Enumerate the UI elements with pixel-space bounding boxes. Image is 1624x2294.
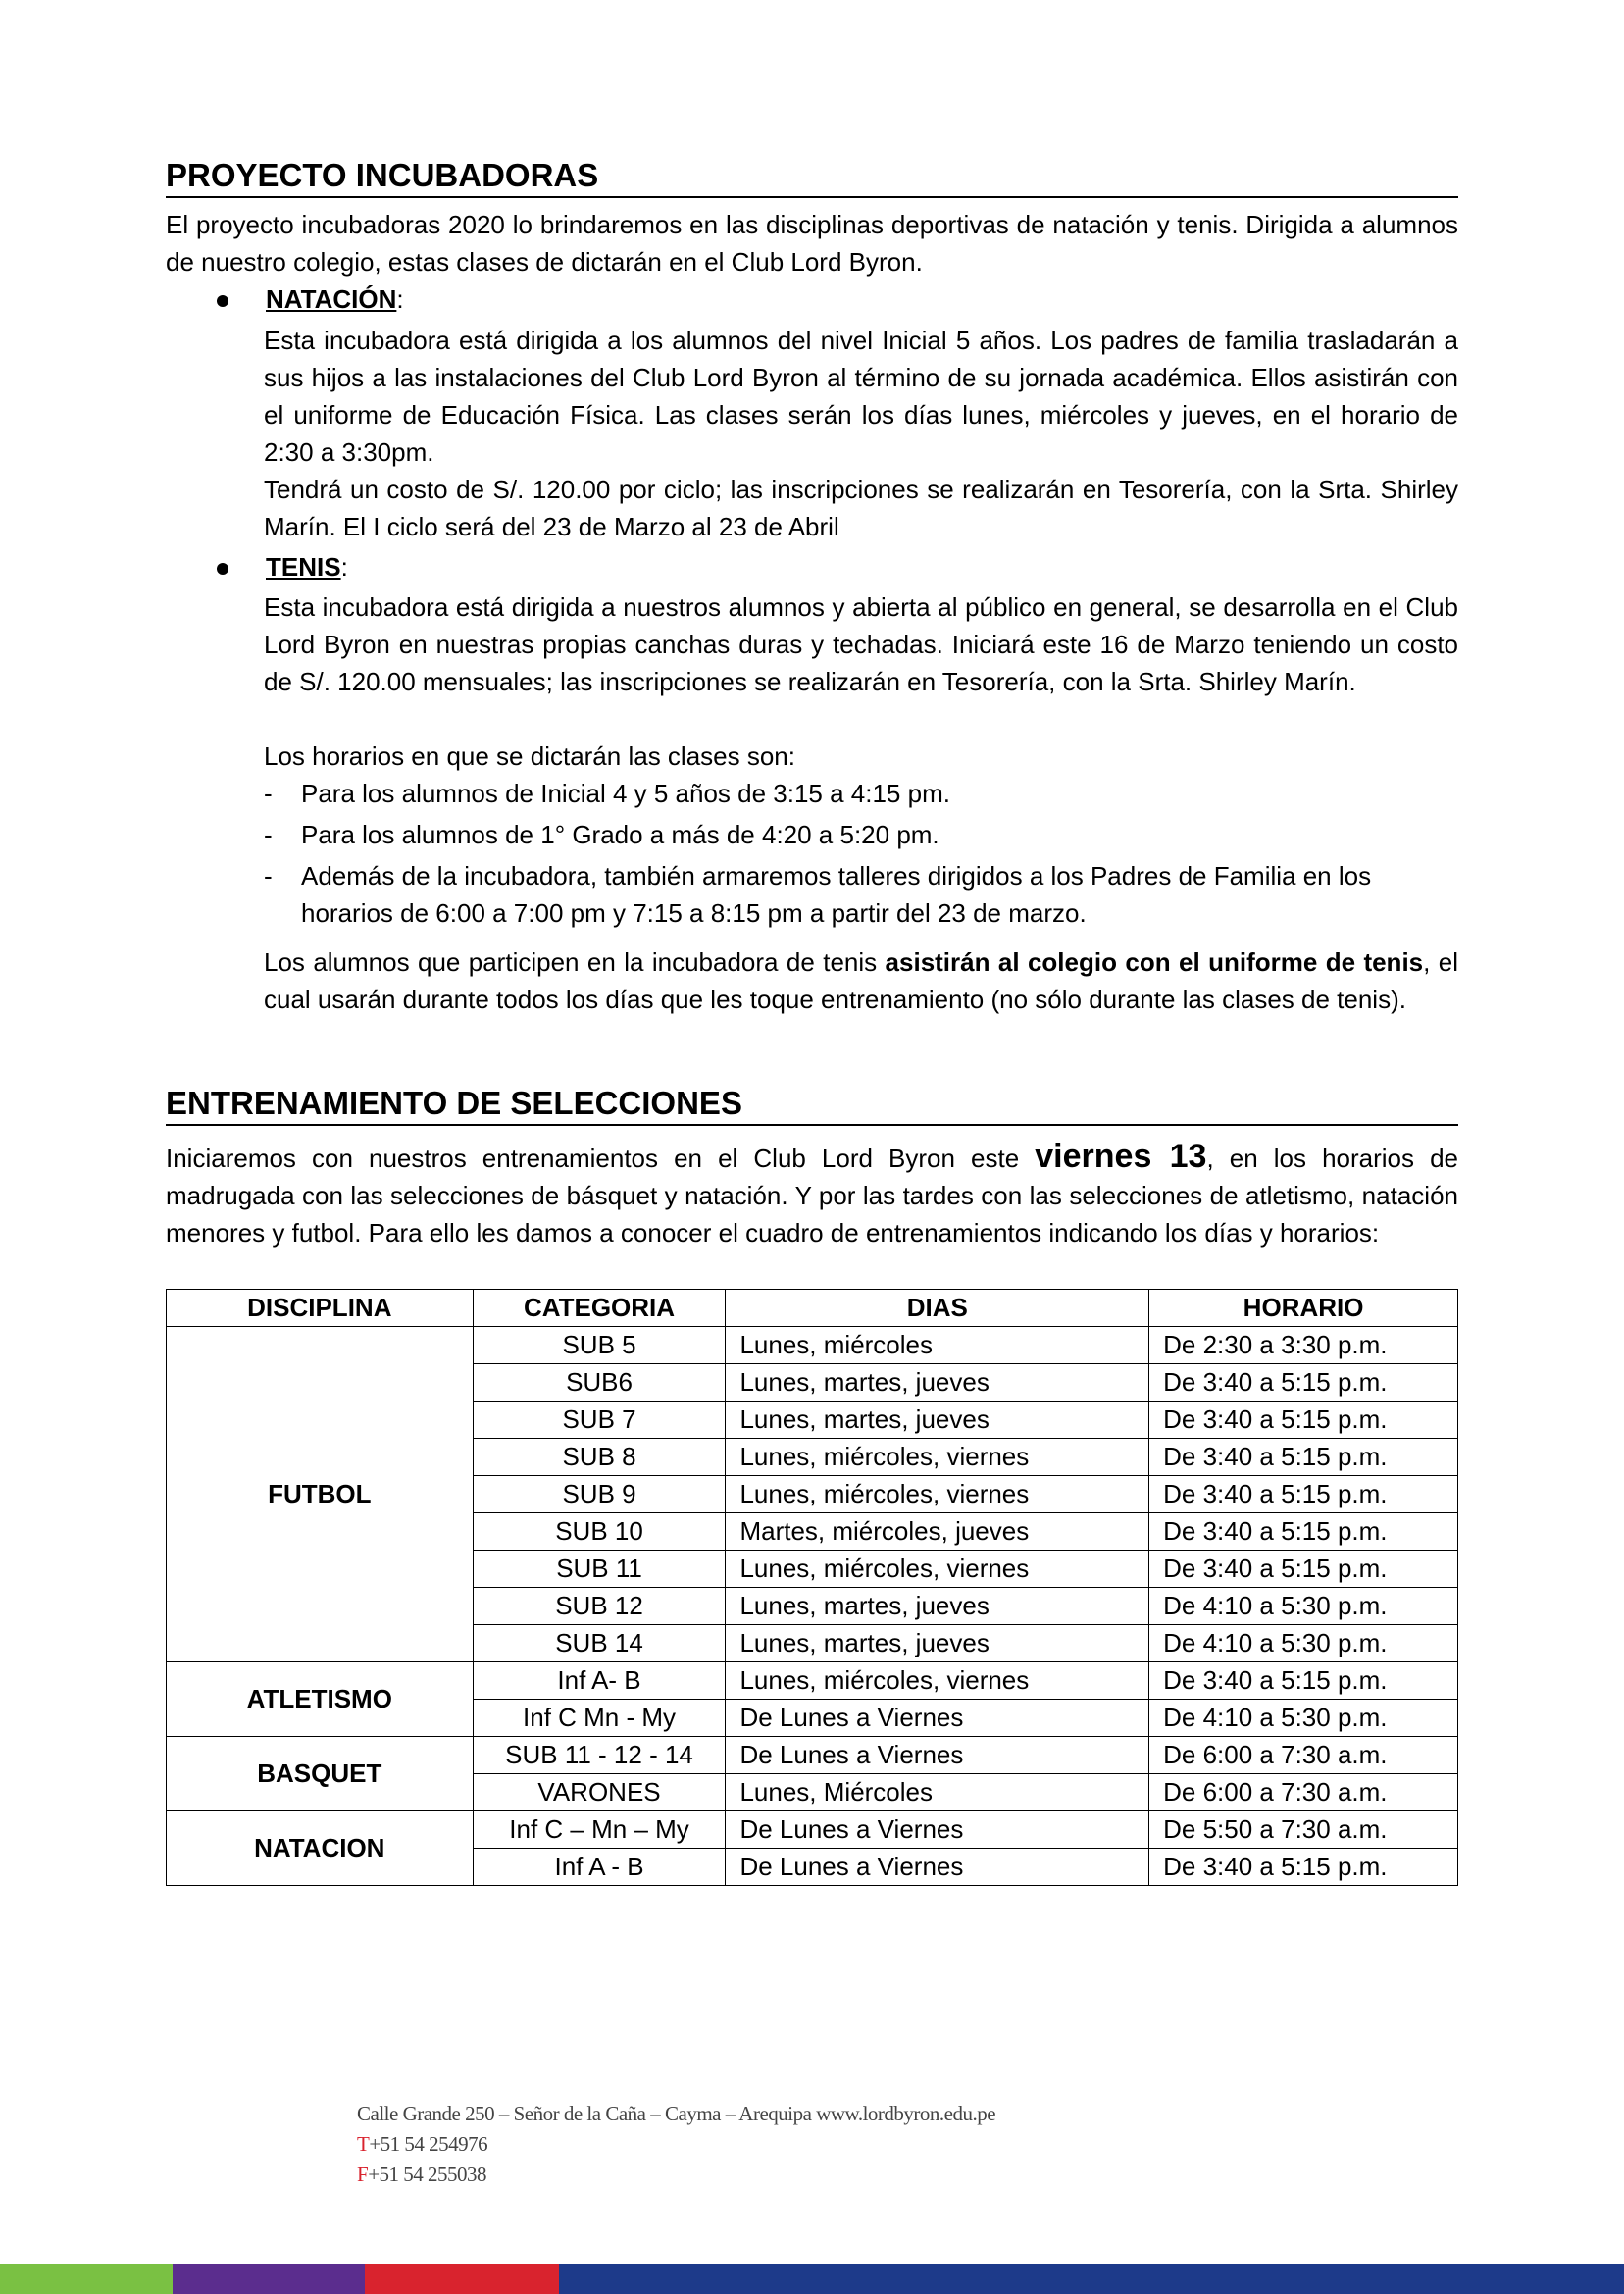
cell-dias: Lunes, martes, jueves bbox=[726, 1625, 1149, 1662]
cell-horario: De 3:40 a 5:15 p.m. bbox=[1149, 1476, 1458, 1513]
cell-categoria: SUB 7 bbox=[473, 1402, 726, 1439]
table-row bbox=[167, 1811, 1458, 1849]
cell-dias: Lunes, martes, jueves bbox=[726, 1364, 1149, 1402]
cell-dias: De Lunes a Viernes bbox=[726, 1811, 1149, 1849]
cell-dias: Lunes, miércoles, viernes bbox=[726, 1439, 1149, 1476]
cell-horario: De 5:50 a 7:30 a.m. bbox=[1149, 1811, 1458, 1849]
natacion-label: NATACIÓN bbox=[266, 284, 397, 314]
uniform-emphasis: asistirán al colegio con el uniforme de tenis bbox=[885, 947, 1424, 977]
training-schedule-table bbox=[166, 1289, 1458, 1886]
cell-dias: Lunes, miércoles, viernes bbox=[726, 1662, 1149, 1700]
cell-horario: De 6:00 a 7:30 a.m. bbox=[1149, 1737, 1458, 1774]
cell-categoria: Inf C Mn - My bbox=[473, 1700, 726, 1737]
tenis-schedule-intro: Los horarios en que se dictarán las clases son: bbox=[264, 741, 795, 771]
footer-color-bar-green bbox=[0, 2264, 173, 2294]
cell-horario: De 3:40 a 5:15 p.m. bbox=[1149, 1662, 1458, 1700]
cell-categoria: SUB 8 bbox=[473, 1439, 726, 1476]
natacion-description: Esta incubadora está dirigida a los alumnos del nivel Inicial 5 años. Los padres de familia trasladarán a sus hijos a las instalaciones del Club Lord Byron al término de su jornada académica. Ellos asistirán con el uniforme de Educación Física. Las clases serán los días lunes, miércoles y jueves, en el horario de 2:30 a 3:30pm. bbox=[264, 326, 1458, 467]
list-item: - Para los alumnos de 1° Grado a más de 4:20 a 5:20 pm. bbox=[264, 816, 1458, 853]
cell-disciplina: BASQUET bbox=[167, 1737, 474, 1811]
cell-categoria: VARONES bbox=[473, 1774, 726, 1811]
list-item: - Además de la incubadora, también armaremos talleres dirigidos a los Padres de Familia en los horarios de 6:00 a 7:00 pm y 7:15 a 8:15 pm a partir del 23 de marzo. bbox=[264, 857, 1458, 932]
cell-horario: De 3:40 a 5:15 p.m. bbox=[1149, 1551, 1458, 1588]
tenis-schedule-list bbox=[264, 775, 1458, 936]
cell-categoria: SUB 10 bbox=[473, 1513, 726, 1551]
cell-horario: De 3:40 a 5:15 p.m. bbox=[1149, 1402, 1458, 1439]
incubadoras-intro: El proyecto incubadoras 2020 lo brindaremos en las disciplinas deportivas de natación y tenis. Dirigida a alumnos de nuestro colegio, estas clases de dictarán en el Club Lord Byron. bbox=[166, 210, 1458, 277]
cell-horario: De 3:40 a 5:15 p.m. bbox=[1149, 1849, 1458, 1886]
cell-horario: De 4:10 a 5:30 p.m. bbox=[1149, 1625, 1458, 1662]
cell-horario: De 3:40 a 5:15 p.m. bbox=[1149, 1364, 1458, 1402]
footer-fax: F+51 54 255038 bbox=[357, 2163, 487, 2186]
cell-dias: Lunes, martes, jueves bbox=[726, 1402, 1149, 1439]
tenis-uniform-note: Los alumnos que participen en la incubadora de tenis asistirán al colegio con el uniforme de tenis, el cual usarán durante todos los días que les toque entrenamiento (no sólo durante las clases de tenis). bbox=[264, 947, 1458, 1014]
cell-horario: De 4:10 a 5:30 p.m. bbox=[1149, 1588, 1458, 1625]
cell-categoria: SUB 14 bbox=[473, 1625, 726, 1662]
table-header-row bbox=[167, 1290, 1458, 1327]
footer-address: Calle Grande 250 – Señor de la Caña – Cayma – Arequipa www.lordbyron.edu.pe bbox=[357, 2102, 996, 2125]
cell-categoria: SUB 9 bbox=[473, 1476, 726, 1513]
footer-color-bar-red bbox=[365, 2264, 559, 2294]
tenis-label: TENIS bbox=[266, 552, 341, 582]
footer-color-bar-purple bbox=[173, 2264, 365, 2294]
table-body bbox=[167, 1327, 1458, 1886]
cell-dias: Lunes, martes, jueves bbox=[726, 1588, 1149, 1625]
cell-categoria: SUB6 bbox=[473, 1364, 726, 1402]
table-row bbox=[167, 1737, 1458, 1774]
header-categoria: CATEGORIA bbox=[473, 1290, 726, 1327]
bullet-tenis: TENIS: bbox=[166, 548, 348, 586]
bullet-icon bbox=[217, 563, 228, 575]
entrenamiento-intro: Iniciaremos con nuestros entrenamientos en el Club Lord Byron este viernes 13, en los horarios de madrugada con las selecciones de básquet y natación. Y por las tardes con las selecciones de atletismo, natación menores y futbol. Para ello les damos a conocer el cuadro de entrenamientos indicando los días y horarios: bbox=[166, 1138, 1458, 1248]
section-title-incubadoras: PROYECTO INCUBADORAS bbox=[166, 157, 1458, 198]
cell-categoria: SUB 5 bbox=[473, 1327, 726, 1364]
cell-categoria: Inf C – Mn – My bbox=[473, 1811, 726, 1849]
footer-color-bar-blue bbox=[559, 2264, 1624, 2294]
cell-dias: Lunes, miércoles bbox=[726, 1327, 1149, 1364]
cell-dias: De Lunes a Viernes bbox=[726, 1737, 1149, 1774]
footer-phone: T+51 54 254976 bbox=[357, 2132, 488, 2156]
cell-horario: De 3:40 a 5:15 p.m. bbox=[1149, 1513, 1458, 1551]
cell-horario: De 6:00 a 7:30 a.m. bbox=[1149, 1774, 1458, 1811]
cell-horario: De 4:10 a 5:30 p.m. bbox=[1149, 1700, 1458, 1737]
footer-contact bbox=[357, 2099, 995, 2190]
cell-dias: Lunes, Miércoles bbox=[726, 1774, 1149, 1811]
header-disciplina: DISCIPLINA bbox=[167, 1290, 474, 1327]
bullet-natacion: NATACIÓN: bbox=[166, 280, 404, 318]
header-dias: DIAS bbox=[726, 1290, 1149, 1327]
cell-categoria: SUB 11 - 12 - 14 bbox=[473, 1737, 726, 1774]
cell-dias: Lunes, miércoles, viernes bbox=[726, 1476, 1149, 1513]
table-row bbox=[167, 1662, 1458, 1700]
section-title-entrenamiento: ENTRENAMIENTO DE SELECCIONES bbox=[166, 1085, 1458, 1126]
cell-dias: De Lunes a Viernes bbox=[726, 1849, 1149, 1886]
header-horario: HORARIO bbox=[1149, 1290, 1458, 1327]
list-item: - Para los alumnos de Inicial 4 y 5 años de 3:15 a 4:15 pm. bbox=[264, 775, 1458, 812]
cell-dias: Lunes, miércoles, viernes bbox=[726, 1551, 1149, 1588]
cell-disciplina: FUTBOL bbox=[167, 1327, 474, 1662]
cell-horario: De 2:30 a 3:30 p.m. bbox=[1149, 1327, 1458, 1364]
natacion-cost: Tendrá un costo de S/. 120.00 por ciclo; las inscripciones se realizarán en Tesorería, con la Srta. Shirley Marín. El I ciclo será del 23 de Marzo al 23 de Abril bbox=[264, 475, 1458, 541]
start-date-emphasis: viernes 13 bbox=[1035, 1138, 1207, 1175]
cell-disciplina: NATACION bbox=[167, 1811, 474, 1886]
cell-disciplina: ATLETISMO bbox=[167, 1662, 474, 1737]
cell-dias: Martes, miércoles, jueves bbox=[726, 1513, 1149, 1551]
tenis-description: Esta incubadora está dirigida a nuestros alumnos y abierta al público en general, se desarrolla en el Club Lord Byron en nuestras propias canchas duras y techadas. Iniciará este 16 de Marzo teniendo un costo de S/. 120.00 mensuales; las inscripciones se realizarán en Tesorería, con la Srta. Shirley Marín. bbox=[264, 592, 1458, 696]
bullet-icon bbox=[217, 295, 228, 307]
cell-categoria: Inf A - B bbox=[473, 1849, 726, 1886]
cell-categoria: Inf A- B bbox=[473, 1662, 726, 1700]
table-row bbox=[167, 1327, 1458, 1364]
cell-categoria: SUB 12 bbox=[473, 1588, 726, 1625]
cell-dias: De Lunes a Viernes bbox=[726, 1700, 1149, 1737]
cell-categoria: SUB 11 bbox=[473, 1551, 726, 1588]
cell-horario: De 3:40 a 5:15 p.m. bbox=[1149, 1439, 1458, 1476]
